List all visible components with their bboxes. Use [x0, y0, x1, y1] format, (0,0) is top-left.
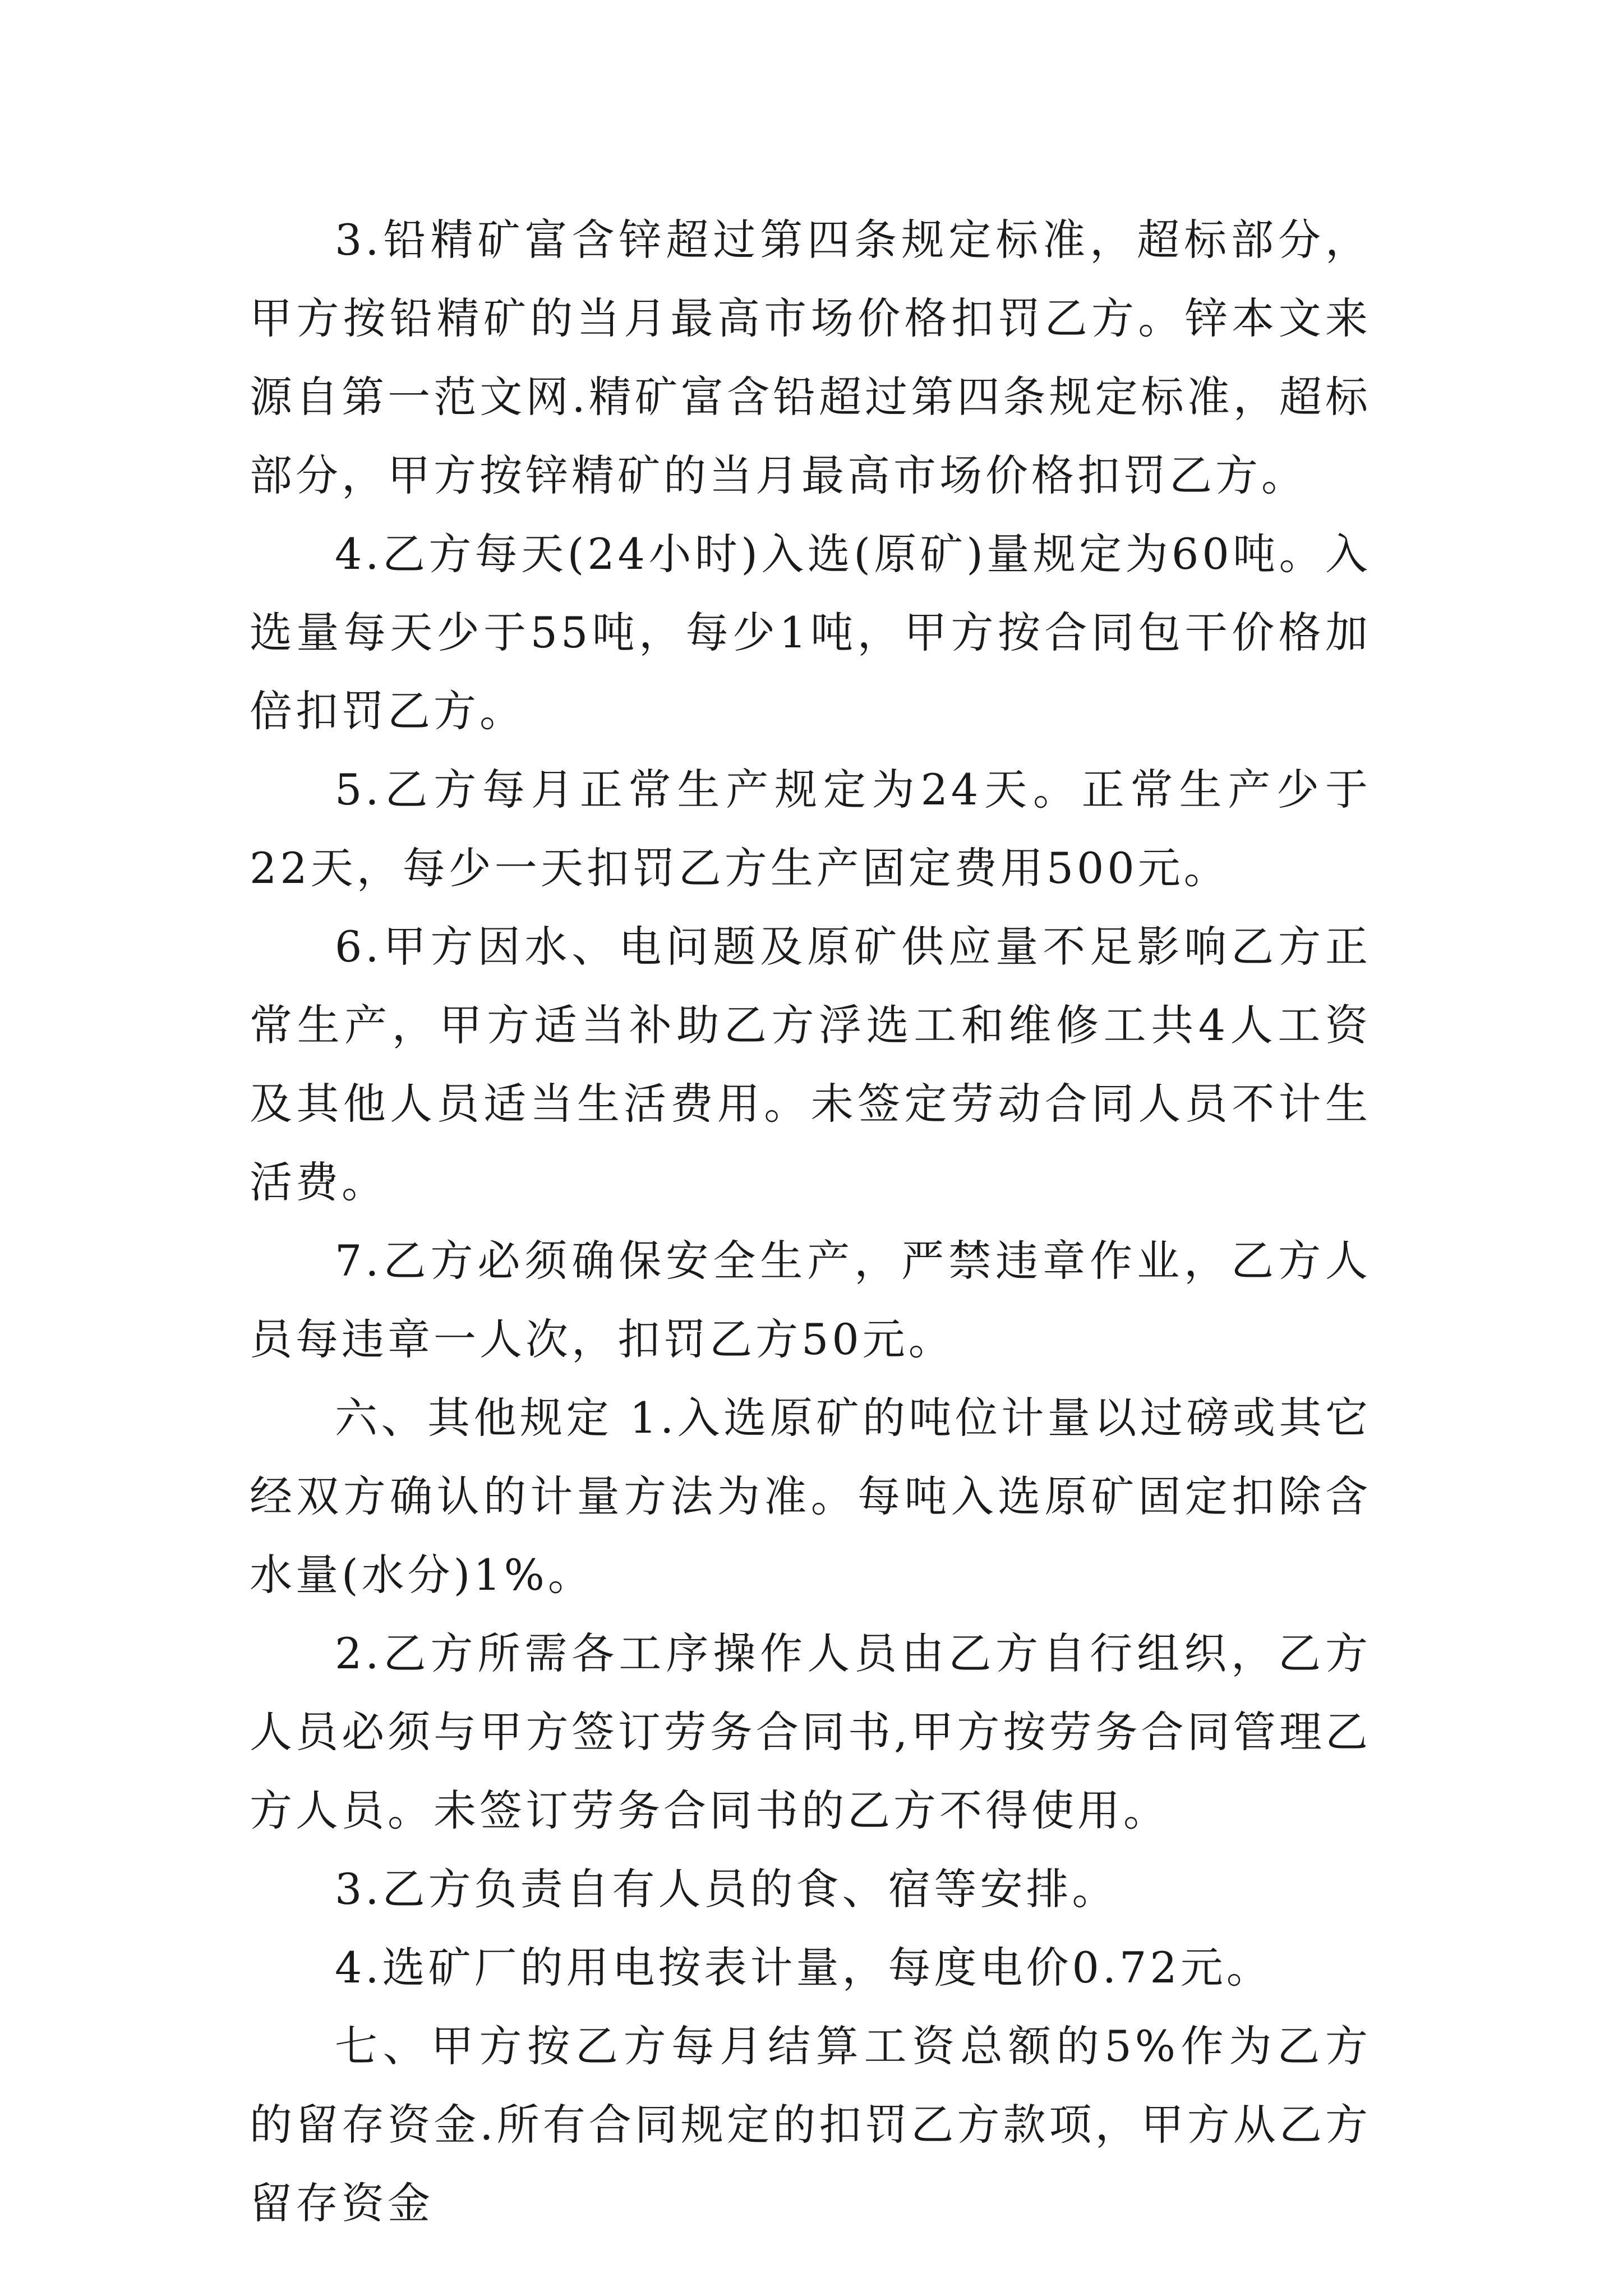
section-paragraph: 七、甲方按乙方每月结算工资总额的5%作为乙方的留存资金.所有合同规定的扣罚乙方款项，甲方从乙方留存资金 — [250, 2021, 1371, 2228]
clause-paragraph: 4.乙方每天(24小时)入选(原矿)量规定为60吨。入选量每天少于55吨，每少1吨，甲方按合同包干价格加倍扣罚乙方。 — [250, 529, 1371, 736]
clause-paragraph: 6.甲方因水、电问题及原矿供应量不足影响乙方正常生产，甲方适当补助乙方浮选工和维修工共4人工资及其他人员适当生活费用。未签定劳动合同人员不计生活费。 — [250, 922, 1371, 1207]
clause-paragraph: 7.乙方必须确保安全生产，严禁违章作业，乙方人员每违章一人次，扣罚乙方50元。 — [250, 1236, 1371, 1364]
clause-paragraph: 3.乙方负责自有人员的食、宿等安排。 — [335, 1864, 1118, 1914]
document-body — [250, 201, 1371, 2243]
clause-paragraph: 3.铅精矿富含锌超过第四条规定标准，超标部分，甲方按铅精矿的当月最高市场价格扣罚乙方。锌本文来源自第一范文网.精矿富含铅超过第四条规定标准，超标部分，甲方按锌精矿的当月最高市场价格扣罚乙方。 — [250, 215, 1371, 500]
clause-paragraph: 2.乙方所需各工序操作人员由乙方自行组织，乙方人员必须与甲方签订劳务合同书,甲方按劳务合同管理乙方人员。未签订劳务合同书的乙方不得使用。 — [250, 1628, 1371, 1835]
clause-paragraph: 4.选矿厂的用电按表计量，每度电价0.72元。 — [335, 1943, 1272, 1993]
clause-paragraph: 5.乙方每月正常生产规定为24天。正常生产少于22天，每少一天扣罚乙方生产固定费用500元。 — [250, 765, 1371, 893]
section-paragraph: 六、其他规定 1.入选原矿的吨位计量以过磅或其它经双方确认的计量方法为准。每吨入选原矿固定扣除含水量(水分)1%。 — [250, 1393, 1371, 1600]
